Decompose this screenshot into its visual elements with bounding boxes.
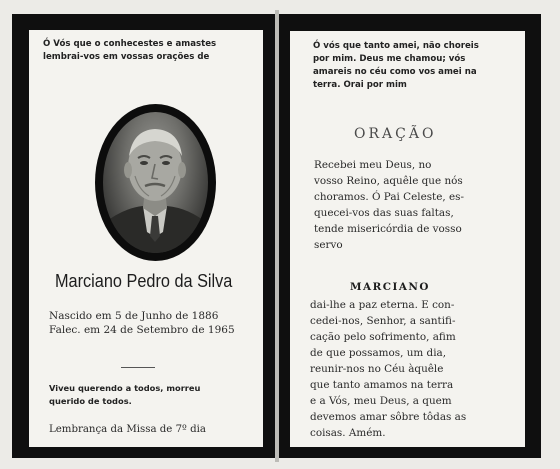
deceased-name: Marciano Pedro da Silva [55, 270, 233, 291]
right-verse: Ó vós que tanto amei, não choreis por mim. Deus me chamou; vós amareis no céu como vos amei na terra. Orai por mim [313, 41, 479, 90]
left-verse: Ó Vós que o conhecestes e amastes lembrai-vos em vossas orações de [43, 39, 217, 62]
life-dates: Nascido em 5 de Junho de 1886 Falec. em 24 de Setembro de 1965 [49, 310, 235, 336]
prayer-name: MARCIANO [350, 281, 430, 293]
mass-remembrance: Lembrança da Missa de 7º dia [49, 424, 206, 435]
right-card [290, 31, 525, 447]
portrait-frame [95, 104, 216, 261]
prayer-part-1: Recebei meu Deus, no vosso Reino, aquêle que nós choramos. Ó Pai Celeste, es- quecei-vos das suas faltas, tende misericórdia de vosso servo [314, 159, 464, 251]
left-card [29, 30, 263, 447]
prayer-part-2: dai-lhe a paz eterna. E con- cedei-nos, Senhor, a santifi- cação pelo sofrimento, afim de que possamos, um dia, reunir-nos no Céu àquêle que tanto amamos na terra e a Vós, meu Deus, a quem devemos amar sôbre tôdas as coisas. Amém. [310, 299, 467, 439]
left-card-border [12, 14, 275, 458]
portrait-photo [103, 112, 208, 253]
divider [121, 367, 155, 368]
prayer-title: ORAÇÃO [354, 126, 437, 142]
right-card-border [279, 14, 541, 458]
tribute-text: Viveu querendo a todos, morreu querido de todos. [49, 383, 201, 406]
